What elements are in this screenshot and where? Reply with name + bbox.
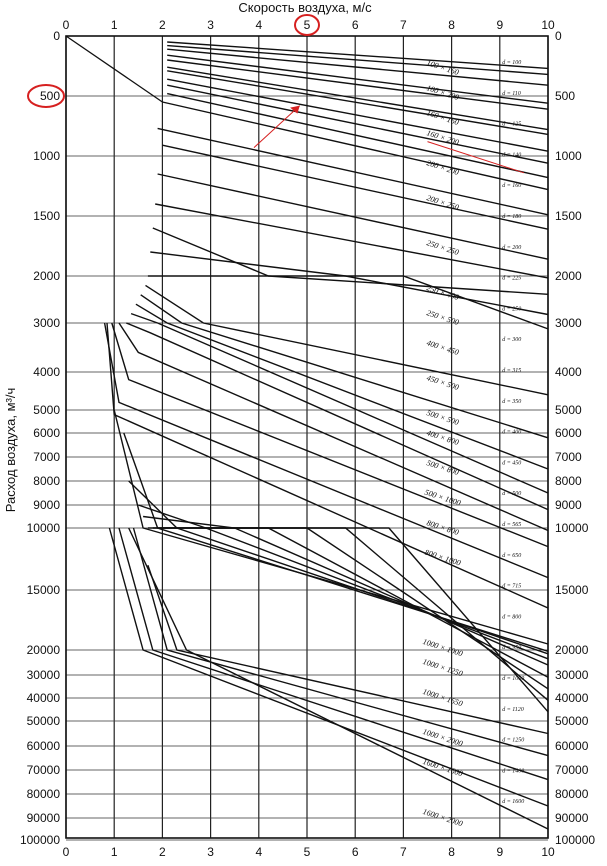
y-tick-label-left: 20000 — [26, 643, 60, 657]
x-tick-label-top: 4 — [255, 18, 263, 32]
curve-label: 200 × 200 — [425, 158, 461, 178]
y-tick-label-left: 1500 — [33, 209, 60, 223]
x-tick-label-top: 5 — [303, 18, 311, 32]
y-tick-label-left: 7000 — [33, 450, 60, 464]
y-tick-label-right: 2000 — [555, 269, 582, 283]
series-line — [141, 295, 548, 438]
y-tick-label-left: 9000 — [33, 498, 60, 512]
d-label: d = 400 — [502, 429, 522, 436]
curve-label: 500 × 800 — [425, 458, 461, 478]
curve-label: 100 × 200 — [425, 83, 461, 103]
curve-label: 1000 × 1250 — [421, 656, 464, 679]
curve-label: 450 × 500 — [425, 373, 461, 393]
x-tick-label-top: 3 — [207, 18, 214, 32]
curve-label: 200 × 250 — [425, 193, 461, 213]
x-tick-label-bottom: 4 — [255, 845, 263, 859]
x-tick-label-top: 8 — [448, 18, 455, 32]
x-tick-label-bottom: 2 — [159, 845, 166, 859]
series-line — [134, 528, 549, 756]
y-tick-label-left: 100000 — [19, 833, 60, 847]
d-label: d = 800 — [502, 614, 522, 621]
series-line — [158, 128, 548, 214]
series-line — [153, 528, 548, 689]
y-tick-label-left: 4000 — [33, 365, 60, 379]
x-tick-label-top: 9 — [496, 18, 504, 32]
series-line — [129, 481, 548, 654]
d-label: d = 1600 — [502, 799, 525, 806]
x-tick-label-bottom: 6 — [351, 845, 359, 859]
curve-labels — [422, 58, 525, 828]
x-tick-label-bottom: 10 — [541, 845, 555, 859]
series-line — [167, 79, 548, 151]
x-tick-label-top: 0 — [62, 18, 70, 32]
x-tick-label-top: 6 — [351, 18, 359, 32]
y-tick-label-left: 80000 — [26, 787, 60, 801]
d-label: d = 110 — [502, 90, 521, 97]
y-tick-label-left: 6000 — [33, 426, 60, 440]
x-tick-label-bottom: 8 — [448, 845, 455, 859]
curve-label: 250 × 250 — [425, 238, 461, 258]
series-line — [148, 528, 548, 677]
y-tick-label-right: 90000 — [555, 811, 589, 825]
series-line — [136, 304, 548, 469]
d-label: d = 450 — [502, 460, 522, 467]
y-tick-label-right: 100000 — [555, 833, 596, 847]
d-label: d = 1250 — [502, 737, 525, 744]
y-tick-label-right: 1000 — [555, 149, 582, 163]
d-label: d = 180 — [502, 214, 522, 220]
curve-label: 1000 × 1650 — [421, 686, 464, 709]
y-tick-label-right: 5000 — [555, 403, 582, 417]
series-line — [105, 323, 548, 578]
d-label: d = 100 — [502, 60, 522, 66]
d-label: d = 140 — [502, 152, 522, 159]
series-line — [107, 323, 548, 608]
y-tick-label-right: 4000 — [555, 365, 582, 379]
series-line — [167, 94, 548, 178]
curve-label: 500 × 500 — [425, 408, 461, 428]
y-tick-label-right: 500 — [555, 89, 576, 103]
d-label: d = 200 — [502, 244, 522, 251]
curve-label: 100 × 160 — [425, 58, 461, 78]
x-tick-label-bottom: 9 — [496, 845, 504, 859]
series-line — [153, 228, 548, 294]
curve-label: 400 × 450 — [425, 338, 461, 358]
series-line — [143, 517, 548, 666]
curve-label: 500 × 1000 — [423, 487, 462, 508]
x-tick-label-top: 2 — [159, 18, 166, 32]
y-tick-label-right: 9000 — [555, 498, 582, 512]
y-tick-label-right: 60000 — [555, 739, 589, 753]
d-label: d = 1400 — [502, 768, 525, 775]
y-tick-label-right: 15000 — [555, 583, 589, 597]
curve-label: 250 × 400 — [425, 283, 461, 303]
y-tick-label-left: 60000 — [26, 739, 60, 753]
series-line — [112, 323, 548, 547]
curve-label: 1000 × 1000 — [421, 636, 464, 659]
y-tick-label-right: 0 — [555, 29, 562, 43]
y-tick-label-right: 30000 — [555, 668, 589, 682]
series-line — [119, 323, 548, 531]
x-tick-label-top: 10 — [541, 18, 555, 32]
d-label: d = 500 — [502, 491, 522, 498]
curve-label: 160 × 200 — [425, 128, 461, 148]
curve-label: 800 × 800 — [425, 518, 461, 538]
y-tick-label-right: 3000 — [555, 316, 582, 330]
d-label: d = 565 — [502, 522, 522, 528]
x-tick-label-bottom: 3 — [207, 845, 214, 859]
y-tick-label-right: 10000 — [555, 521, 589, 535]
y-tick-label-right: 40000 — [555, 691, 589, 705]
x-tick-label-bottom: 5 — [303, 845, 311, 859]
y-tick-label-left: 3000 — [33, 316, 60, 330]
y-tick-label-right: 50000 — [555, 714, 589, 728]
d-label: d = 160 — [502, 183, 522, 190]
x-tick-label-bottom: 0 — [62, 845, 70, 859]
y-axis-title: Расход воздуха, м³/ч — [3, 387, 18, 513]
y-tick-label-left: 10000 — [26, 521, 60, 535]
d-label: d = 1000 — [502, 676, 525, 682]
y-tick-label-right: 1500 — [555, 209, 582, 223]
x-tick-label-bottom: 7 — [400, 845, 407, 859]
y-tick-label-right: 6000 — [555, 426, 582, 440]
curve-label: 250 × 500 — [425, 308, 461, 328]
curve-label: 1600 × 2000 — [421, 806, 464, 829]
d-label: d = 1120 — [502, 706, 524, 713]
curve-label: 1000 × 2000 — [421, 726, 464, 749]
y-tick-label-right: 70000 — [555, 763, 589, 777]
curve-label: 160 × 160 — [425, 108, 461, 128]
y-tick-label-left: 40000 — [26, 691, 60, 705]
d-label: d = 315 — [502, 368, 522, 374]
y-tick-label-left: 70000 — [26, 763, 60, 777]
grid-lines — [66, 36, 548, 840]
curve-label: 1600 × 1600 — [421, 756, 464, 779]
d-label: d = 250 — [502, 306, 522, 313]
y-tick-label-left: 500 — [39, 89, 60, 103]
y-tick-label-left: 5000 — [33, 403, 60, 417]
curve-label: 800 × 1000 — [423, 547, 462, 568]
series-line — [167, 46, 548, 78]
x-tick-label-bottom: 1 — [110, 845, 118, 859]
y-tick-label-left: 30000 — [26, 668, 60, 682]
x-axis-title: Скорость воздуха, м/с — [238, 0, 372, 15]
y-tick-label-right: 8000 — [555, 474, 582, 488]
d-label: d = 225 — [502, 275, 522, 282]
d-label: d = 350 — [502, 398, 522, 405]
series-line — [131, 314, 548, 493]
d-label: d = 650 — [502, 552, 522, 559]
y-tick-label-left: 0 — [53, 29, 60, 43]
d-label: d = 300 — [502, 337, 522, 344]
series-line — [114, 410, 548, 644]
d-label: d = 715 — [502, 583, 522, 590]
y-tick-label-right: 20000 — [555, 643, 589, 657]
x-tick-label-top: 7 — [400, 18, 407, 32]
y-tick-label-right: 7000 — [555, 450, 582, 464]
series-line — [146, 285, 549, 394]
red-arrow-line — [254, 106, 300, 148]
y-tick-label-right: 80000 — [555, 787, 589, 801]
curve-label: 400 × 800 — [425, 428, 461, 448]
y-tick-label-left: 2000 — [33, 269, 60, 283]
d-label: d = 125 — [502, 121, 522, 128]
x-tick-label-top: 1 — [110, 18, 118, 32]
y-tick-label-left: 90000 — [26, 811, 60, 825]
series-line — [150, 252, 548, 315]
y-tick-label-left: 15000 — [26, 583, 60, 597]
y-tick-label-left: 1000 — [33, 149, 60, 163]
series-line — [155, 204, 548, 278]
y-tick-label-left: 8000 — [33, 474, 60, 488]
series-line — [167, 67, 548, 129]
d-label: d = 950 — [502, 645, 522, 652]
y-tick-label-left: 50000 — [26, 714, 60, 728]
